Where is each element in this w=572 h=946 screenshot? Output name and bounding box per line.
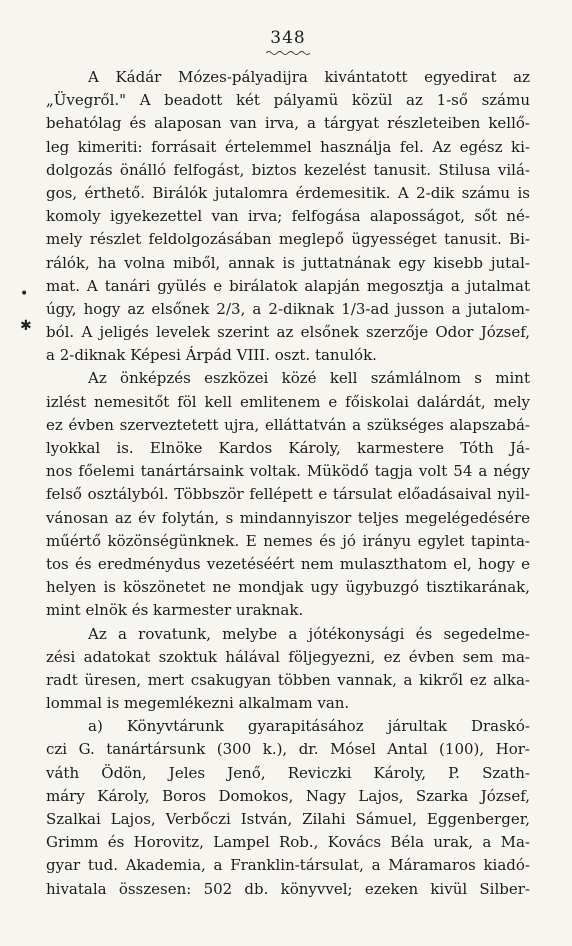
ornamental-rule — [266, 50, 310, 56]
text-line: hivatala összesen: 502 db. könyvvel; ezeken kivül Silber- — [46, 879, 530, 898]
text-line: mint elnök és karmester uraknak. — [46, 601, 304, 620]
text-line: felső osztályból. Többször fellépett e társulat előadásaival nyil- — [46, 485, 530, 504]
page-number: 348 — [270, 28, 306, 48]
text-line: Grimm és Horovitz, Lampel Rob., Kovács Béla urak, a Ma- — [46, 833, 530, 852]
text-line: lommal is megemlékezni alkalmam van. — [46, 694, 350, 713]
text-line: radt üresen, mert csakugyan többen vannak, a kikről ez alka- — [46, 670, 530, 689]
text-line: leg kimeriti: forrásait értelemmel használja fel. Az egész ki- — [46, 137, 530, 156]
text-line: úgy, hogy az elsőnek 2/3, a 2-diknak 1/3-ad jusson a jutalom- — [46, 299, 530, 318]
text-line: gyar tud. Akademia, a Franklin-társulat, a Máramaros kiadó- — [46, 856, 530, 875]
text-line: gos, érthető. Birálók jutalomra érdemesitik. A 2-dik számu is — [46, 183, 530, 202]
text-line: a) Könyvtárunk gyarapitásához járultak Draskó- — [88, 717, 530, 736]
text-line: váth Ödön, Jeles Jenő, Reviczki Károly, P. Szath- — [46, 763, 530, 782]
text-line: Az önképzés eszközei közé kell számlálnom s mint — [88, 369, 530, 388]
text-line: dolgozás önálló felfogást, biztos kezelést tanusit. Stilusa vilá- — [46, 160, 530, 179]
text-line: mely részlet feldolgozásában meglepő ügyességet tanusit. Bi- — [46, 230, 530, 249]
text-line: ból. A jeligés levelek szerint az elsőnek szerzője Odor József, — [46, 323, 530, 342]
text-line: ez évben szerveztetett ujra, elláttatván a szükséges alapszabá- — [46, 415, 530, 434]
text-line: czi G. tanártársunk (300 k.), dr. Mósel Antal (100), Hor- — [46, 740, 530, 759]
text-line: rálók, ha volna miből, annak is juttatnának egy kisebb jutal- — [46, 253, 530, 272]
text-line: helyen is köszönetet ne mondjak ugy ügybuzgó tisztikarának, — [46, 578, 530, 597]
text-line: A Kádár Mózes-pályadijra kivántatott egyedirat az — [88, 68, 530, 86]
margin-dot-mark: • — [20, 286, 29, 302]
text-line: komoly igyekezettel van irva; felfogása alaposságot, sőt né- — [46, 207, 530, 226]
text-line: mat. A tanári gyülés e birálatok alapján megosztja a jutalmat — [46, 276, 530, 295]
text-line: Szalkai Lajos, Verbőczi István, Zilahi Sámuel, Eggenberger, — [46, 810, 530, 828]
margin-asterisk-mark: ✱ — [20, 318, 32, 334]
text-line: vánosan az év folytán, s mindannyiszor teljes megelégedésére — [46, 508, 530, 527]
text-line: tos és eredménydus vezetéséért nem mulaszthatom el, hogy e — [46, 554, 530, 573]
body-text — [46, 66, 530, 901]
text-line: műértő közönségünknek. E nemes és jó irányu egylet tapinta- — [46, 531, 530, 550]
text-line: izlést nemesitőt föl kell emlitenem e főiskolai dalárdát, mely — [46, 392, 530, 411]
text-line: máry Károly, Boros Domokos, Nagy Lajos, Szarka József, — [46, 786, 530, 805]
text-line: a 2-diknak Képesi Árpád VIII. oszt. tanulók. — [46, 346, 377, 365]
text-line: „Üvegről." A beadott két pályamü közül az 1-ső számu — [46, 91, 530, 110]
book-page — [46, 28, 530, 901]
text-line: lyokkal is. Elnöke Kardos Károly, karmestere Tóth Já- — [46, 439, 530, 457]
text-line: zési adatokat szoktuk hálával följegyezni, ez évben sem ma- — [46, 647, 530, 666]
text-line: nos főelemi tanártársaink voltak. Müködő tagja volt 54 a négy — [46, 462, 530, 481]
text-line: behatólag és alaposan van irva, a tárgyat részleteiben kellő- — [46, 114, 530, 133]
text-line: Az a rovatunk, melybe a jótékonysági és segedelme- — [88, 624, 530, 643]
